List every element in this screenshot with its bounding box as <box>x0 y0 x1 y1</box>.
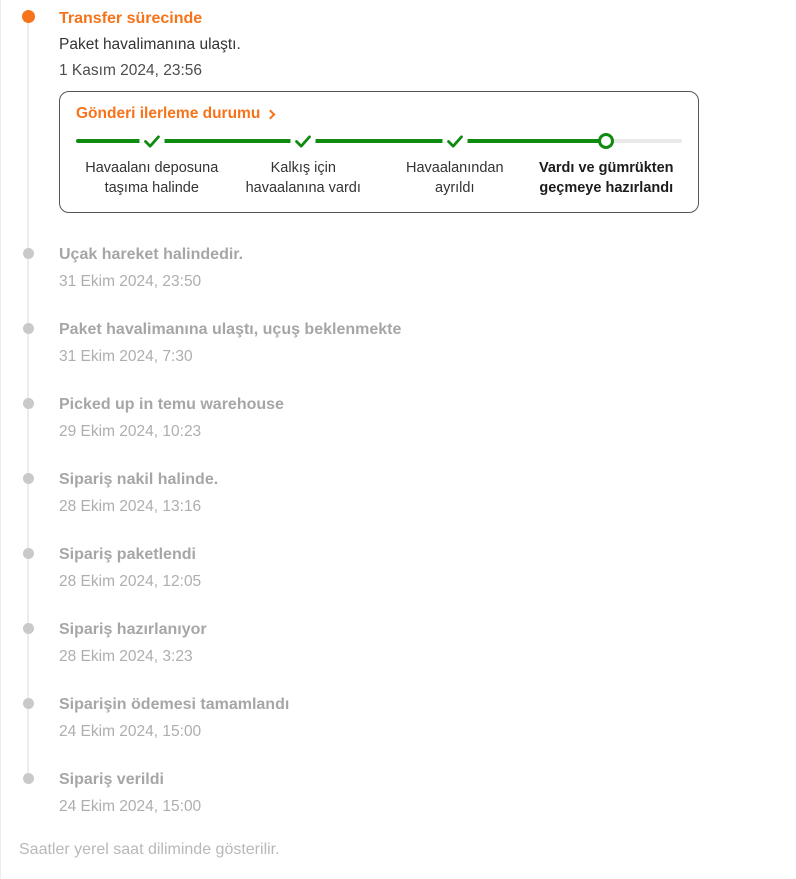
history-event-datetime: 31 Ekim 2024, 23:50 <box>59 273 202 290</box>
progress-step-label-line: Vardı ve gümrükten <box>538 160 674 176</box>
timeline-bullet <box>23 548 34 559</box>
current-status-datetime: 1 Kasım 2024, 23:56 <box>59 62 203 79</box>
timeline-bullet <box>23 773 34 784</box>
history-event-datetime: 29 Ekim 2024, 10:23 <box>59 423 202 440</box>
progress-step-label-line: Kalkış için <box>270 160 336 176</box>
progress-step-labels <box>76 158 682 198</box>
history-event-datetime: 24 Ekim 2024, 15:00 <box>59 723 202 740</box>
progress-step-label-line: Havaalanı deposuna <box>85 160 219 176</box>
timeline-bullet <box>23 698 34 709</box>
history-event-datetime: 31 Ekim 2024, 7:30 <box>59 348 193 365</box>
progress-step-label <box>228 158 380 198</box>
history-event <box>1 393 796 468</box>
history-event-title: Uçak hareket halindedir. <box>59 246 244 263</box>
timeline-bullet <box>23 473 34 484</box>
history-event-datetime: 24 Ekim 2024, 15:00 <box>59 798 202 815</box>
shipment-progress-title: Gönderi ilerleme durumu <box>76 105 261 122</box>
progress-step-label-line: havaalanına vardı <box>245 180 361 196</box>
current-status-event <box>1 6 796 243</box>
progress-step-label <box>379 158 531 198</box>
order-tracking-page <box>1 0 796 862</box>
history-event-datetime: 28 Ekim 2024, 13:16 <box>59 498 202 515</box>
timeline-bullet <box>23 398 34 409</box>
progress-step-label-line: Havaalanından <box>405 160 504 176</box>
timeline-bullet <box>23 323 34 334</box>
shipment-progress-link[interactable] <box>76 104 274 123</box>
step-done-check-icon <box>291 133 316 149</box>
timezone-note: Saatler yerel saat diliminde gösterilir. <box>19 841 280 858</box>
history-event <box>1 543 796 618</box>
timeline-bullet <box>23 623 34 634</box>
history-event-title: Sipariş paketlendi <box>59 546 196 563</box>
current-status-description: Paket havalimanına ulaştı. <box>59 36 241 53</box>
history-event <box>1 318 796 393</box>
history-event-title: Siparişin ödemesi tamamlandı <box>59 696 290 713</box>
history-event-datetime: 28 Ekim 2024, 12:05 <box>59 573 202 590</box>
progress-step-label <box>531 158 683 198</box>
shipment-progress-card <box>59 91 699 213</box>
history-event <box>1 243 796 318</box>
progress-bar-remaining <box>606 139 682 143</box>
chevron-right-icon <box>266 109 276 119</box>
history-event-title: Sipariş verildi <box>59 771 164 788</box>
history-list <box>1 243 796 843</box>
history-event-datetime: 28 Ekim 2024, 3:23 <box>59 648 193 665</box>
history-event-title: Picked up in temu warehouse <box>59 396 284 413</box>
progress-track <box>76 132 682 150</box>
history-event-title: Paket havalimanına ulaştı, uçuş beklenmekte <box>59 321 402 338</box>
step-current-circle-icon <box>598 133 614 149</box>
history-event-title: Sipariş hazırlanıyor <box>59 621 207 638</box>
timeline-bullet-current <box>22 10 35 23</box>
history-event <box>1 693 796 768</box>
progress-step-label <box>76 158 228 198</box>
current-status-title: Transfer sürecinde <box>59 10 203 27</box>
history-event-title: Sipariş nakil halinde. <box>59 471 219 488</box>
progress-step-label-line: taşıma halinde <box>104 180 199 196</box>
progress-step-label-line: ayrıldı <box>435 180 475 196</box>
history-event <box>1 618 796 693</box>
step-done-check-icon <box>442 133 467 149</box>
timeline-bullet <box>23 248 34 259</box>
history-event <box>1 768 796 843</box>
history-event <box>1 468 796 543</box>
progress-step-label-line: geçmeye hazırlandı <box>539 180 674 196</box>
step-done-check-icon <box>139 133 164 149</box>
